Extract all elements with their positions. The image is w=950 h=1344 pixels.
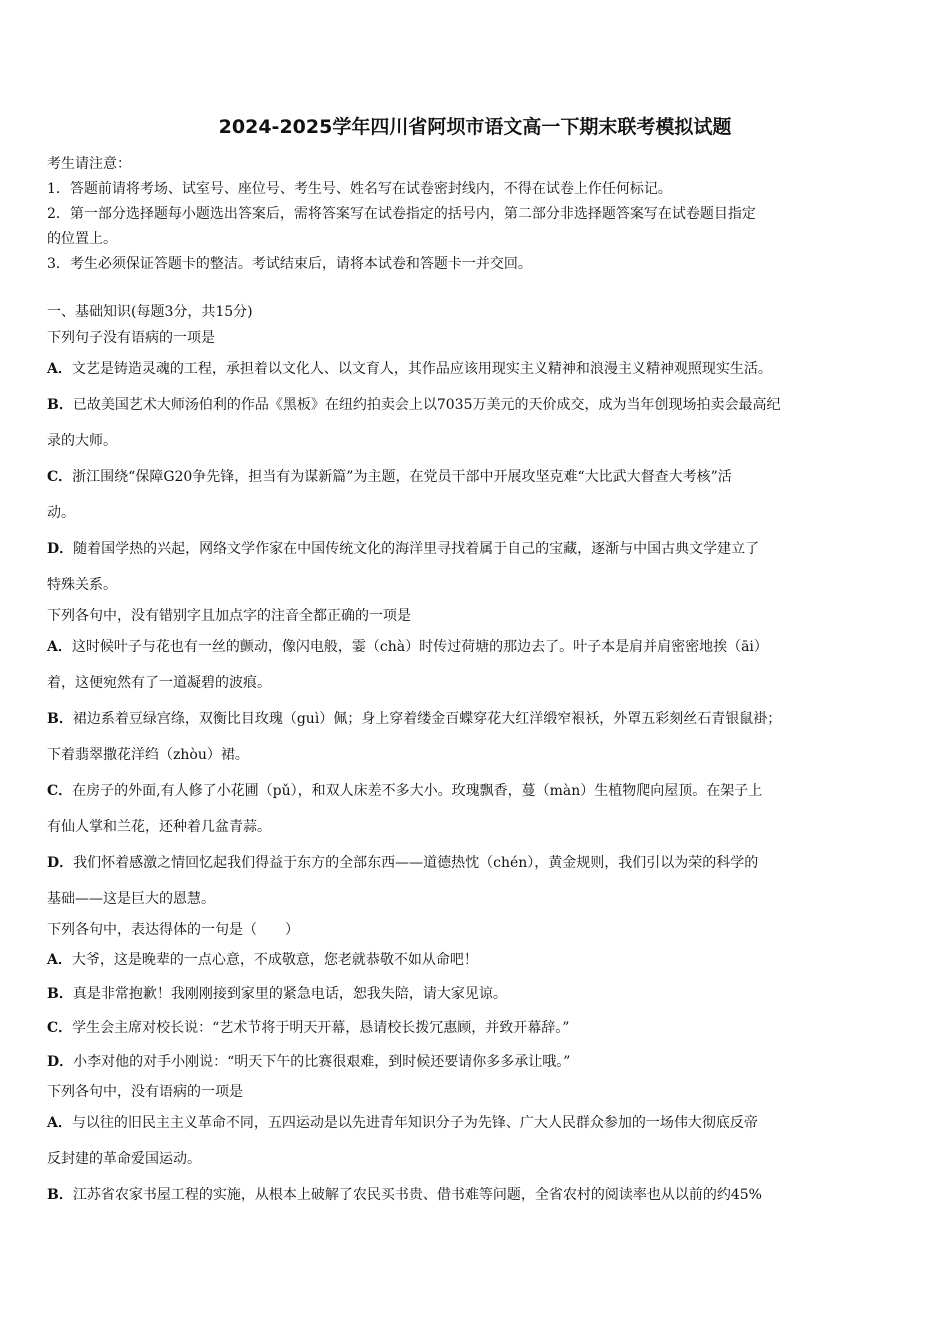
option-a [47,943,909,977]
option-text: 浙江围绕“保障G20争先锋，担当有为谋新篇”为主题，在党员干部中开展攻坚克难“大比武大督查大考核”活 [72,469,732,485]
option-key: A． [47,361,72,377]
option-a [47,351,909,387]
option-text: 在房子的外面,有人修了小花圃（pǔ），和双人床差不多大小。玫瑰飘香，蔓（màn）生植物爬向屋顶。在架子上 [72,783,763,799]
notice-item: 2．第一部分选择题每小题选出答案后，需将答案写在试卷指定的括号内，第二部分非选择题答案写在试卷题目指定 [47,206,756,222]
option-key: C． [47,469,73,485]
section-title: 一、基础知识(每题3分，共15分) [47,304,253,320]
option-b [47,1177,909,1213]
question-stem: 下列句子没有语病的一项是 [47,330,215,346]
option-b [47,701,909,737]
option-a [47,1105,909,1141]
option-b [47,387,909,423]
option-b-cont: 下着翡翠撒花洋绉（zhòu）裙。 [47,747,249,763]
option-d [47,531,909,567]
option-d [47,1045,909,1079]
option-key: B． [47,711,73,727]
page-title: 2024-2025学年四川省阿坝市语文高一下期末联考模拟试题 [218,116,732,138]
option-text: 江苏省农家书屋工程的实施，从根本上破解了农民买书贵、借书难等问题，全省农村的阅读率也从以前的约45% [72,1187,762,1203]
question-stem: 下列各句中，表达得体的一句是（ ） [47,922,299,938]
option-c [47,459,909,495]
option-key: B． [47,397,73,413]
option-a-cont: 着，这便宛然有了一道凝碧的波痕。 [47,675,271,691]
option-b-cont: 录的大师。 [47,433,117,449]
option-key: B． [47,986,73,1002]
option-key: C． [47,783,73,799]
option-text: 真是非常抱歉！我刚刚接到家里的紧急电话，恕我失陪，请大家见谅。 [72,986,507,1002]
notice-heading: 考生请注意： [47,156,131,172]
option-key: A． [47,952,72,968]
option-d-cont: 基础——这是巨大的恩慧。 [47,891,215,907]
option-d-cont: 特殊关系。 [47,577,117,593]
option-text: 小李对他的对手小刚说：“明天下午的比赛很艰难，到时候还要请你多多承让哦。” [73,1054,571,1070]
question-stem: 下列各句中，没有错别字且加点字的注音全都正确的一项是 [47,608,411,624]
option-key: A． [47,639,72,655]
notice-block [47,152,907,277]
option-c [47,1011,909,1045]
option-a [47,629,909,665]
option-key: D． [47,541,74,557]
option-text: 裙边系着豆绿宫绦，双衡比目玫瑰（guì）佩；身上穿着缕金百蝶穿花大红洋缎窄裉袄，外罩五彩刻丝石青银鼠褂； [72,711,782,727]
question-content [47,299,909,1213]
question-stem: 下列各句中，没有语病的一项是 [47,1084,243,1100]
option-text: 我们怀着感激之情回忆起我们得益于东方的全部东西——道德热忱（chén），黄金规则，我们引以为荣的科学的 [73,855,759,871]
option-key: A． [47,1115,72,1131]
option-c [47,773,909,809]
option-a-cont: 反封建的革命爱国运动。 [47,1151,201,1167]
option-text: 这时候叶子与花也有一丝的颤动，像闪电般，霎（chà）时传过荷塘的那边去了。叶子本是肩并肩密密地挨（āi） [71,639,768,655]
option-d [47,845,909,881]
notice-item: 3．考生必须保证答题卡的整洁。考试结束后，请将本试卷和答题卡一并交回。 [47,256,532,272]
option-text: 文艺是铸造灵魂的工程，承担着以文化人、以文育人，其作品应该用现实主义精神和浪漫主义精神观照现实生活。 [71,361,772,377]
notice-item: 的位置上。 [47,231,117,247]
option-text: 与以往的旧民主主义革命不同，五四运动是以先进青年知识分子为先锋、广大人民群众参加的一场伟大彻底反帝 [71,1115,758,1131]
notice-item: 1．答题前请将考场、试室号、座位号、考生号、姓名写在试卷密封线内，不得在试卷上作任何标记。 [47,181,672,197]
option-c-cont: 有仙人掌和兰花，还种着几盆青蒜。 [47,819,271,835]
option-text: 随着国学热的兴起，网络文学作家在中国传统文化的海洋里寻找着属于自己的宝藏，逐渐与中国古典文学建立了 [73,541,760,557]
option-text: 大爷，这是晚辈的一点心意，不成敬意，您老就恭敬不如从命吧！ [71,952,478,968]
option-text: 学生会主席对校长说：“艺术节将于明天开幕，恳请校长拨冗惠顾，并致开幕辞。” [72,1020,570,1036]
option-key: C． [47,1020,73,1036]
option-text: 已故美国艺术大师汤伯利的作品《黑板》在纽约拍卖会上以7035万美元的天价成交，成为当年创现场拍卖会最高纪 [72,397,781,413]
option-b [47,977,909,1011]
option-key: D． [47,855,74,871]
option-c-cont: 动。 [47,505,75,521]
option-key: B． [47,1187,73,1203]
option-key: D． [47,1054,74,1070]
